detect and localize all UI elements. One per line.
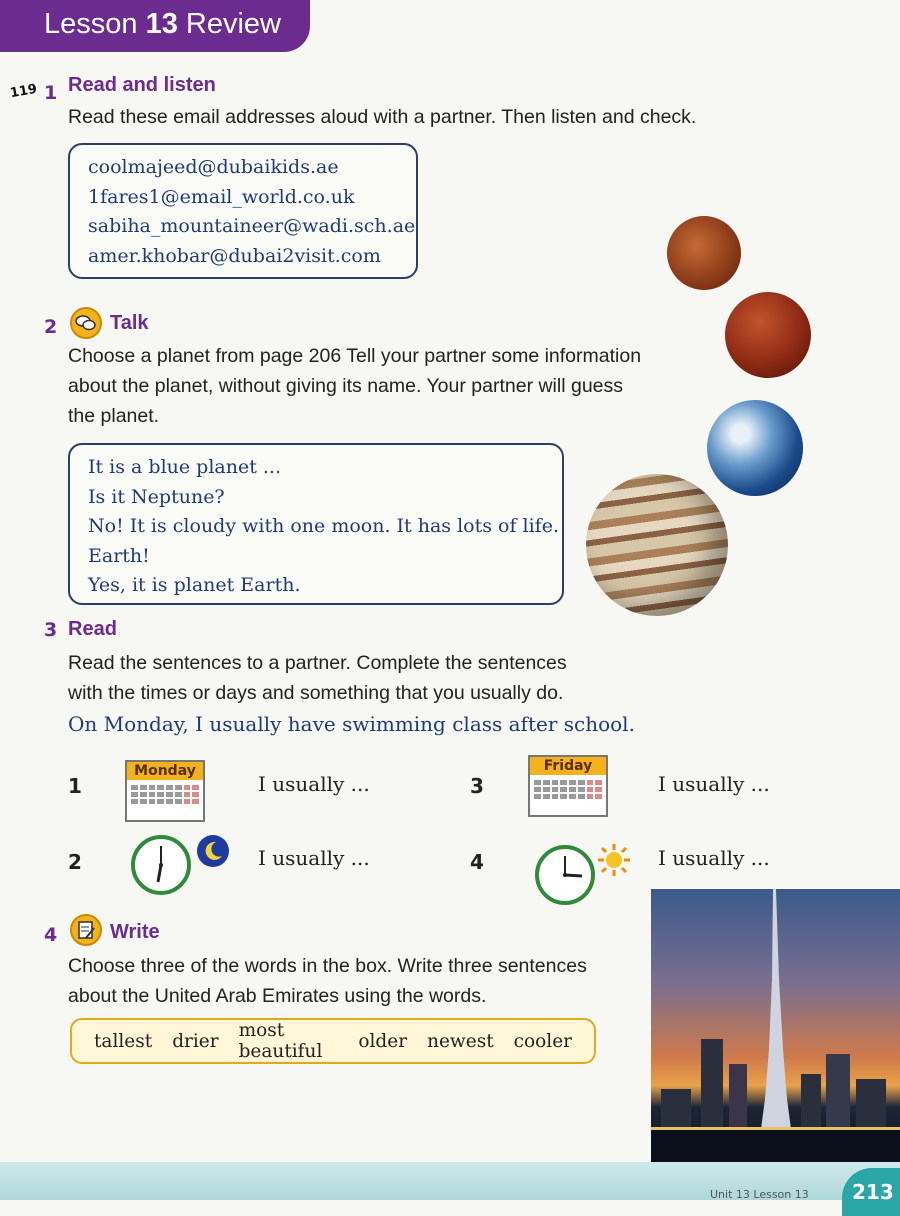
word-box xyxy=(70,1018,596,1064)
clock-icon xyxy=(130,834,192,900)
instruction-line: the planet. xyxy=(68,405,160,427)
page-number: 213 xyxy=(852,1180,894,1204)
section-3-instruction xyxy=(68,648,567,708)
section-1-number: 1 xyxy=(44,82,58,104)
calendar-day-label: Monday xyxy=(127,762,203,780)
writing-pad-icon xyxy=(70,914,102,946)
dialogue-line: It is a blue planet ... xyxy=(88,456,282,478)
dialogue-line: Yes, it is planet Earth. xyxy=(88,574,301,596)
dialogue-box xyxy=(68,443,564,605)
word-item: newest xyxy=(427,1030,494,1052)
audio-track-number[interactable]: 119 xyxy=(8,81,39,102)
usually-text: I usually ... xyxy=(658,772,770,796)
mars-planet-image xyxy=(725,292,811,378)
instruction-line: about the planet, without giving its name. Your partner will guess xyxy=(68,375,624,397)
speech-bubbles-icon xyxy=(70,307,102,339)
example-sentence: On Monday, I usually have swimming class after school. xyxy=(68,712,635,736)
section-2-instruction xyxy=(68,341,641,431)
clock-icon xyxy=(534,844,596,910)
dubai-skyline-photo xyxy=(651,889,900,1162)
jupiter-planet-image xyxy=(586,474,728,616)
instruction-line: Choose a planet from page 206 Tell your partner some information xyxy=(68,345,642,367)
instruction-line: Read the sentences to a partner. Complete the sentences xyxy=(68,652,567,674)
instruction-line: Choose three of the words in the box. Write three sentences xyxy=(68,955,587,977)
section-4-number: 4 xyxy=(44,924,58,946)
word-item: cooler xyxy=(513,1030,572,1052)
usually-text: I usually ... xyxy=(258,846,370,870)
dialogue-line: Earth! xyxy=(88,544,150,567)
mercury-planet-image xyxy=(667,216,741,290)
section-3-number: 3 xyxy=(44,619,58,641)
section-1-instruction: Read these email addresses aloud with a partner. Then listen and check. xyxy=(68,106,697,128)
email-line: sabiha_mountaineer@wadi.sch.ae xyxy=(88,215,416,237)
instruction-line: with the times or days and something that you usually do. xyxy=(68,682,564,704)
email-box xyxy=(68,143,418,279)
lesson-title: Lesson 13 Review xyxy=(44,8,281,40)
usually-text: I usually ... xyxy=(658,846,770,870)
item-number: 4 xyxy=(470,850,484,874)
section-4-title: Write xyxy=(110,921,160,943)
footer-unit-text: Unit 13 Lesson 13 xyxy=(710,1188,809,1201)
section-4-instruction xyxy=(68,951,587,1011)
instruction-line: about the United Arab Emirates using the words. xyxy=(68,985,487,1007)
calendar-icon xyxy=(125,760,205,822)
email-line: 1fares1@email_world.co.uk xyxy=(88,185,355,208)
word-item: tallest xyxy=(94,1030,153,1052)
calendar-day-label: Friday xyxy=(530,757,606,775)
sun-icon xyxy=(596,842,632,882)
section-1-title: Read and listen xyxy=(68,74,216,96)
usually-text: I usually ... xyxy=(258,772,370,796)
calendar-icon xyxy=(528,755,608,817)
email-line: amer.khobar@dubai2visit.com xyxy=(88,244,381,267)
item-number: 2 xyxy=(68,850,82,874)
section-2-title: Talk xyxy=(110,312,149,334)
dialogue-line: Is it Neptune? xyxy=(88,485,225,508)
item-number: 1 xyxy=(68,774,82,798)
earth-planet-image xyxy=(707,400,803,496)
dialogue-line: No! It is cloudy with one moon. It has lots of life. xyxy=(88,515,559,537)
email-line: coolmajeed@dubaikids.ae xyxy=(88,156,339,178)
moon-icon xyxy=(196,834,230,872)
section-2-number: 2 xyxy=(44,316,58,338)
word-item: drier xyxy=(172,1030,219,1052)
word-item: most beautiful xyxy=(238,1020,323,1062)
word-item: older xyxy=(358,1030,408,1052)
item-number: 3 xyxy=(470,774,484,798)
section-3-title: Read xyxy=(68,618,117,640)
